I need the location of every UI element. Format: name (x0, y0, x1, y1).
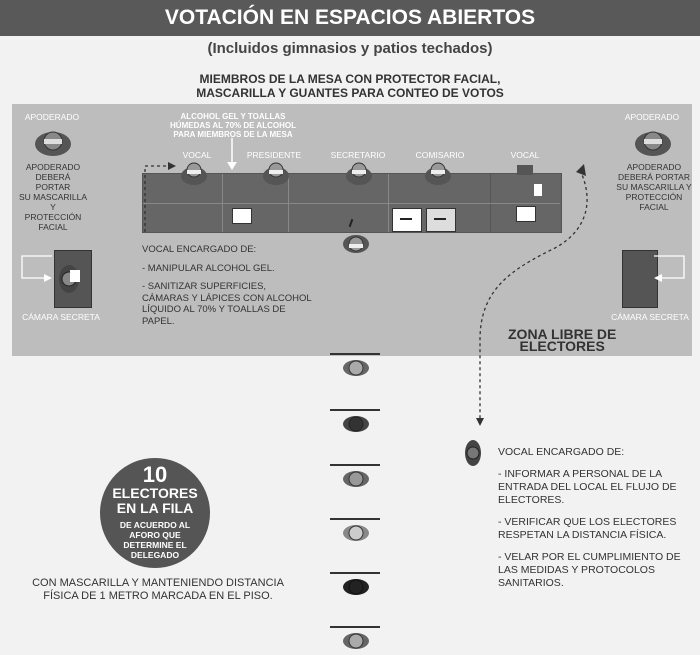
queue-vocal-person-icon (462, 438, 484, 468)
role-label-secretario: SECRETARIO (330, 150, 386, 160)
queue-badge-sub (100, 520, 210, 560)
role-label-vocal-left: VOCAL (182, 150, 212, 160)
vocal-tasks-right (498, 446, 688, 597)
subtitle: (Incluidos gimnasios y patios techados) (207, 40, 493, 57)
voter-at-table-person-icon (342, 232, 370, 256)
vocal-tasks-heading: VOCAL ENCARGADO DE: (142, 244, 257, 255)
left-proxy-person-icon (30, 124, 76, 160)
distance-note-line: FÍSICA DE 1 METRO MARCADA EN EL PISO. (43, 590, 273, 602)
ballot-box-icon (392, 208, 422, 232)
floor-distance-mark (330, 572, 380, 574)
ballot-slot (434, 218, 446, 220)
zone-free-label (508, 328, 616, 352)
table-divider (222, 174, 223, 232)
ballot-box-icon (426, 208, 456, 232)
queue-badge-sub-line: DE ACUERDO AL (119, 520, 191, 530)
proxy-note-line: PROTECCIÓN (24, 212, 82, 222)
proxy-note-line: PROTECCIÓN (625, 192, 683, 202)
distance-note-line: CON MASCARILLA Y MANTENIENDO DISTANCIA (32, 577, 284, 589)
open-book-icon (232, 208, 252, 224)
vocal-task-item: - VERIFICAR QUE LOS ELECTORES RESPETAN LA DISTANCIA FÍSICA. (498, 516, 677, 541)
gel-pointer-arrow-icon (224, 138, 240, 172)
queue-badge-sub-line: DELEGADO (130, 550, 180, 560)
proxy-note-line: SU MASCARILLA Y (18, 192, 88, 212)
queue-capacity-badge (100, 458, 210, 568)
left-proxy-label: APODERADO (24, 112, 80, 122)
exit-dashed-arrow-icon (470, 160, 600, 430)
role-label-comisario: COMISARIO (415, 150, 465, 160)
gel-note-line: HÚMEDAS AL 70% DE ALCOHOL (170, 121, 296, 130)
proxy-note-line: SU MASCARILLA Y (616, 182, 692, 192)
secretario-person-icon (345, 160, 373, 186)
title-text: VOTACIÓN EN ESPACIOS ABIERTOS (164, 6, 536, 29)
members-note-line: MIEMBROS DE LA MESA CON PROTECTOR FACIAL, (199, 72, 501, 86)
queue-voter-person-icon (342, 521, 370, 545)
queue-voter-person-icon (342, 575, 370, 599)
gel-note-line: PARA MIEMBROS DE LA MESA (173, 130, 293, 139)
vocal-task-item: - VELAR POR EL CUMPLIMIENTO DE LAS MEDIDAS Y PROTOCOLOS SANITARIOS. (498, 551, 681, 589)
vocal-left-person-icon (180, 160, 208, 186)
presidente-person-icon (262, 160, 290, 186)
left-booth-voter-person-icon (52, 262, 86, 296)
vocal-tasks-left (142, 244, 314, 334)
role-label-presidente: PRESIDENTE (246, 150, 302, 160)
queue-voter-person-icon (342, 467, 370, 491)
table-divider (388, 174, 389, 232)
vocal-task-item: - INFORMAR A PERSONAL DE LA ENTRADA DEL LOCAL EL FLUJO DE ELECTORES. (498, 468, 677, 506)
right-proxy-note (616, 162, 692, 212)
proxy-note-line: DEBERÁ PORTAR (618, 172, 690, 182)
queue-badge-line: EN LA FILA (116, 500, 194, 516)
table-divider (143, 203, 491, 204)
members-note (0, 72, 700, 100)
role-label-vocal-right: VOCAL (510, 150, 540, 160)
zone-label-line: ZONA LIBRE DE (508, 326, 617, 342)
vocal-task-item: - SANITIZAR SUPERFICIES, CÁMARAS Y LÁPICES CON ALCOHOL LÍQUIDO AL 70% Y TOALLAS DE PAPEL. (142, 281, 312, 327)
floor-distance-mark (330, 518, 380, 520)
left-booth-label: CÁMARA SECRETA (22, 312, 100, 322)
proxy-note-line: APODERADO (25, 162, 81, 172)
left-booth-arrow-icon (18, 252, 54, 282)
gel-note (162, 112, 304, 139)
proxy-note-line: APODERADO (626, 162, 682, 172)
entry-dashed-arrow-icon (140, 158, 180, 234)
proxy-note-line: DEBERÁ PORTAR (35, 172, 71, 192)
floor-distance-mark (330, 409, 380, 411)
right-booth-arrow-icon (652, 252, 688, 282)
right-booth-label: CÁMARA SECRETA (611, 312, 689, 322)
zone-label-line: ELECTORES (519, 338, 605, 354)
vocal-tasks-heading: VOCAL ENCARGADO DE: (498, 446, 625, 458)
queue-badge-sub-line: AFORO QUE (129, 530, 181, 540)
right-proxy-label: APODERADO (624, 112, 680, 122)
left-proxy-note (18, 162, 88, 232)
floor-distance-mark (330, 464, 380, 466)
distance-note (18, 577, 298, 603)
ballot-slot (400, 218, 412, 220)
proxy-note-line: FACIAL (639, 202, 669, 212)
vocal-task-item: - MANIPULAR ALCOHOL GEL. (142, 262, 275, 274)
queue-badge-sub-line: DETERMINE EL (123, 540, 187, 550)
queue-badge-line: ELECTORES (112, 485, 198, 501)
floor-distance-mark (330, 626, 380, 628)
ballot-paper-icon (70, 270, 80, 282)
queue-voter-person-icon (342, 629, 370, 653)
right-proxy-person-icon (630, 124, 676, 160)
queue-voter-person-icon (342, 412, 370, 436)
proxy-note-line: FACIAL (38, 222, 68, 232)
comisario-person-icon (424, 160, 452, 186)
members-note-line: MASCARILLA Y GUANTES PARA CONTEO DE VOTOS (196, 86, 504, 100)
page-title (0, 0, 700, 36)
gel-note-line: ALCOHOL GEL Y TOALLAS (180, 112, 286, 121)
queue-count: 10 (142, 462, 168, 487)
queue-voter-person-icon (342, 356, 370, 380)
floor-distance-mark (330, 353, 380, 355)
